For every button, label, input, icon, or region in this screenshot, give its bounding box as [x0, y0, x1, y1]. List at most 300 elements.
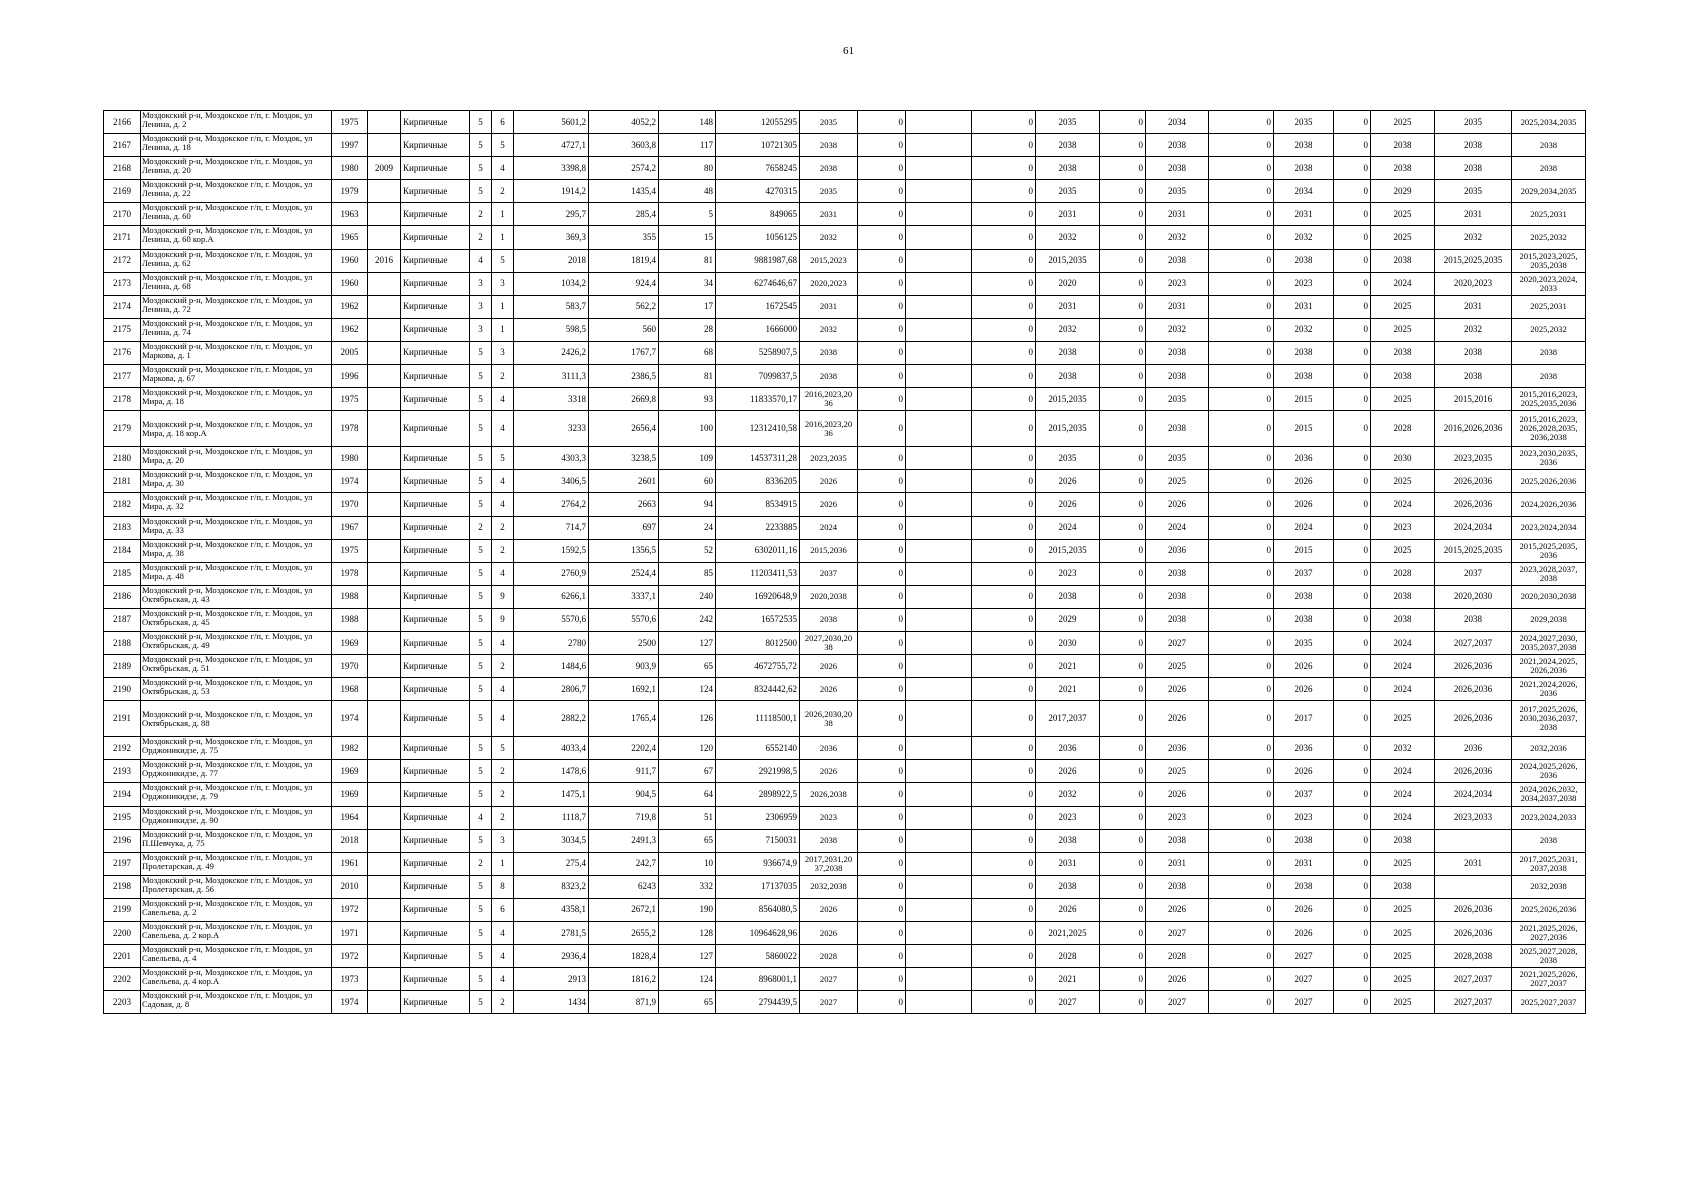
zero-cell: 0	[1209, 318, 1274, 341]
floors-cell: 5	[470, 783, 492, 806]
living-area-cell: 285,4	[589, 203, 659, 226]
table-row	[104, 783, 1586, 806]
residents-cell: 68	[659, 341, 716, 364]
build-year-cell: 1988	[332, 608, 368, 631]
zero-cell: 0	[972, 608, 1036, 631]
zero-cell: 0	[1334, 470, 1371, 493]
repair-year-cell: 2036	[1146, 539, 1209, 562]
repair-years-summary-cell: 2017,2025,2026, 2030,2036,2037, 2038	[1512, 701, 1586, 737]
reconstruction-year-cell	[368, 295, 401, 318]
reconstruction-year-cell: 2016	[368, 249, 401, 272]
build-year-cell: 1975	[332, 388, 368, 411]
zero-cell: 0	[1334, 411, 1371, 447]
zero-cell: 0	[972, 991, 1036, 1014]
repair-year-cell: 2024	[1371, 806, 1435, 829]
repair-year-cell: 2025	[1371, 945, 1435, 968]
repair-year-cell: 2015	[1274, 411, 1334, 447]
floors-cell: 5	[470, 655, 492, 678]
repair-year-cell: 2026,2036	[1435, 678, 1512, 701]
repair-year-cell	[1435, 875, 1512, 898]
floors-cell: 5	[470, 470, 492, 493]
zero-cell: 0	[1334, 783, 1371, 806]
zero-cell: 0	[1209, 447, 1274, 470]
reconstruction-year-cell	[368, 760, 401, 783]
zero-cell: 0	[972, 875, 1036, 898]
zero-cell: 0	[858, 111, 906, 134]
floors-cell: 5	[470, 341, 492, 364]
empty-cell	[906, 111, 972, 134]
floors-cell: 5	[470, 760, 492, 783]
zero-cell: 0	[858, 295, 906, 318]
total-area-cell: 5601,2	[514, 111, 589, 134]
floors-cell: 5	[470, 608, 492, 631]
zero-cell: 0	[1334, 898, 1371, 921]
residents-cell: 240	[659, 585, 716, 608]
row-number: 2166	[104, 111, 141, 134]
repair-year-cell: 2021	[1036, 968, 1100, 991]
table-row	[104, 585, 1586, 608]
table-row	[104, 968, 1586, 991]
repair-year-cell: 2026	[1274, 898, 1334, 921]
row-number: 2168	[104, 157, 141, 180]
zero-cell: 0	[858, 968, 906, 991]
entrances-cell: 4	[492, 470, 514, 493]
floors-cell: 5	[470, 111, 492, 134]
repair-year-cell: 2035	[1146, 447, 1209, 470]
repair-year-cell: 2027	[1146, 631, 1209, 654]
zero-cell: 0	[1100, 272, 1146, 295]
reconstruction-year-cell	[368, 737, 401, 760]
reconstruction-year-cell	[368, 655, 401, 678]
entrances-cell: 3	[492, 272, 514, 295]
table-row	[104, 539, 1586, 562]
repair-year-cell: 2024	[1274, 516, 1334, 539]
repair-year-cell: 2026	[1146, 968, 1209, 991]
zero-cell: 0	[1209, 631, 1274, 654]
floors-cell: 5	[470, 447, 492, 470]
entrances-cell: 5	[492, 447, 514, 470]
cost-cell: 849065	[716, 203, 800, 226]
address-cell: Моздокский р-н, Моздокское г/п, г. Моздок, ул Пролетарская, д. 49	[141, 852, 332, 875]
address-cell: Моздокский р-н, Моздокское г/п, г. Моздок, ул Мира, д. 32	[141, 493, 332, 516]
empty-cell	[906, 447, 972, 470]
zero-cell: 0	[858, 806, 906, 829]
residents-cell: 52	[659, 539, 716, 562]
address-cell: Моздокский р-н, Моздокское г/п, г. Моздок, ул Октябрьская, д. 49	[141, 631, 332, 654]
floors-cell: 5	[470, 134, 492, 157]
repair-year-cell: 2038	[1036, 875, 1100, 898]
table-row	[104, 760, 1586, 783]
build-year-cell: 1970	[332, 493, 368, 516]
empty-cell	[906, 829, 972, 852]
zero-cell: 0	[858, 991, 906, 1014]
zero-cell: 0	[1100, 631, 1146, 654]
repair-year-cell: 2038	[1435, 365, 1512, 388]
residents-cell: 65	[659, 829, 716, 852]
zero-cell: 0	[1100, 852, 1146, 875]
total-area-cell: 3398,8	[514, 157, 589, 180]
repair-year-cell: 2023	[800, 806, 858, 829]
total-area-cell: 2781,5	[514, 922, 589, 945]
zero-cell: 0	[1334, 318, 1371, 341]
repair-year-cell: 2030	[1036, 631, 1100, 654]
row-number: 2194	[104, 783, 141, 806]
entrances-cell: 2	[492, 991, 514, 1014]
zero-cell: 0	[1209, 678, 1274, 701]
zero-cell: 0	[1100, 447, 1146, 470]
repair-year-cell: 2026	[1274, 655, 1334, 678]
repair-years-summary-cell: 2025,2031	[1512, 295, 1586, 318]
build-year-cell: 1973	[332, 968, 368, 991]
repair-year-cell: 2023	[1371, 516, 1435, 539]
table-row	[104, 157, 1586, 180]
build-year-cell: 1968	[332, 678, 368, 701]
residents-cell: 65	[659, 655, 716, 678]
zero-cell: 0	[972, 539, 1036, 562]
zero-cell: 0	[1334, 447, 1371, 470]
row-number: 2186	[104, 585, 141, 608]
zero-cell: 0	[858, 226, 906, 249]
empty-cell	[906, 226, 972, 249]
zero-cell: 0	[1209, 134, 1274, 157]
repair-year-cell: 2036	[1274, 737, 1334, 760]
repair-years-summary-cell: 2021,2024,2025, 2026,2036	[1512, 655, 1586, 678]
repair-years-summary-cell: 2021,2025,2026, 2027,2037	[1512, 968, 1586, 991]
zero-cell: 0	[1100, 203, 1146, 226]
zero-cell: 0	[1334, 875, 1371, 898]
living-area-cell: 903,9	[589, 655, 659, 678]
zero-cell: 0	[972, 470, 1036, 493]
repair-year-cell: 2026,2036	[1435, 655, 1512, 678]
address-cell: Моздокский р-н, Моздокское г/п, г. Моздок, ул Орджоникидзе, д. 90	[141, 806, 332, 829]
repair-year-cell: 2025	[1371, 470, 1435, 493]
repair-year-cell: 2016,2023,20 36	[800, 411, 858, 447]
entrances-cell: 2	[492, 365, 514, 388]
repair-year-cell: 2026	[800, 655, 858, 678]
zero-cell: 0	[972, 203, 1036, 226]
residents-cell: 67	[659, 760, 716, 783]
repair-year-cell: 2038	[800, 341, 858, 364]
table-row	[104, 249, 1586, 272]
repair-year-cell: 2032	[1036, 318, 1100, 341]
repair-years-summary-cell: 2025,2026,2036	[1512, 470, 1586, 493]
entrances-cell: 1	[492, 295, 514, 318]
zero-cell: 0	[1334, 111, 1371, 134]
repair-year-cell: 2025	[1371, 991, 1435, 1014]
zero-cell: 0	[858, 760, 906, 783]
zero-cell: 0	[858, 562, 906, 585]
reconstruction-year-cell	[368, 991, 401, 1014]
living-area-cell: 1828,4	[589, 945, 659, 968]
address-cell: Моздокский р-н, Моздокское г/п, г. Моздок, ул Октябрьская, д. 88	[141, 701, 332, 737]
living-area-cell: 3337,1	[589, 585, 659, 608]
wall-material-cell: Кирпичные	[401, 493, 470, 516]
zero-cell: 0	[858, 516, 906, 539]
repair-year-cell: 2027	[1146, 922, 1209, 945]
build-year-cell: 1962	[332, 295, 368, 318]
total-area-cell: 3406,5	[514, 470, 589, 493]
address-cell: Моздокский р-н, Моздокское г/п, г. Моздок, ул Пролетарская, д. 56	[141, 875, 332, 898]
zero-cell: 0	[1334, 760, 1371, 783]
cost-cell: 11203411,53	[716, 562, 800, 585]
repair-year-cell: 2032	[1146, 226, 1209, 249]
living-area-cell: 697	[589, 516, 659, 539]
zero-cell: 0	[1100, 922, 1146, 945]
repair-year-cell: 2026	[1274, 678, 1334, 701]
total-area-cell: 5570,6	[514, 608, 589, 631]
zero-cell: 0	[858, 737, 906, 760]
zero-cell: 0	[972, 760, 1036, 783]
address-cell: Моздокский р-н, Моздокское г/п, г. Моздок, ул П.Шевчука, д. 75	[141, 829, 332, 852]
address-cell: Моздокский р-н, Моздокское г/п, г. Моздок, ул Ленина, д. 62	[141, 249, 332, 272]
residents-cell: 117	[659, 134, 716, 157]
zero-cell: 0	[858, 365, 906, 388]
cost-cell: 6274646,67	[716, 272, 800, 295]
entrances-cell: 2	[492, 180, 514, 203]
zero-cell: 0	[1334, 157, 1371, 180]
zero-cell: 0	[972, 516, 1036, 539]
repair-year-cell: 2015,2016	[1435, 388, 1512, 411]
cost-cell: 8012500	[716, 631, 800, 654]
table-row	[104, 180, 1586, 203]
empty-cell	[906, 539, 972, 562]
repair-year-cell: 2038	[1274, 134, 1334, 157]
row-number: 2179	[104, 411, 141, 447]
living-area-cell: 1692,1	[589, 678, 659, 701]
living-area-cell: 242,7	[589, 852, 659, 875]
entrances-cell: 4	[492, 411, 514, 447]
repair-year-cell: 2038	[1146, 365, 1209, 388]
zero-cell: 0	[1334, 203, 1371, 226]
empty-cell	[906, 945, 972, 968]
row-number: 2200	[104, 922, 141, 945]
floors-cell: 5	[470, 180, 492, 203]
zero-cell: 0	[1209, 968, 1274, 991]
repair-year-cell: 2038	[1274, 875, 1334, 898]
build-year-cell: 1975	[332, 539, 368, 562]
table-row	[104, 922, 1586, 945]
zero-cell: 0	[858, 411, 906, 447]
zero-cell: 0	[972, 180, 1036, 203]
residents-cell: 65	[659, 991, 716, 1014]
empty-cell	[906, 318, 972, 341]
cost-cell: 936674,9	[716, 852, 800, 875]
repair-years-summary-cell: 2021,2025,2026, 2027,2036	[1512, 922, 1586, 945]
address-cell: Моздокский р-н, Моздокское г/п, г. Моздок, ул Мира, д. 20	[141, 447, 332, 470]
zero-cell: 0	[1100, 388, 1146, 411]
zero-cell: 0	[1209, 829, 1274, 852]
reconstruction-year-cell	[368, 365, 401, 388]
zero-cell: 0	[1209, 470, 1274, 493]
residents-cell: 127	[659, 945, 716, 968]
living-area-cell: 2386,5	[589, 365, 659, 388]
empty-cell	[906, 272, 972, 295]
empty-cell	[906, 631, 972, 654]
living-area-cell: 2655,2	[589, 922, 659, 945]
entrances-cell: 4	[492, 945, 514, 968]
zero-cell: 0	[1209, 991, 1274, 1014]
wall-material-cell: Кирпичные	[401, 922, 470, 945]
zero-cell: 0	[1100, 539, 1146, 562]
wall-material-cell: Кирпичные	[401, 991, 470, 1014]
zero-cell: 0	[1334, 493, 1371, 516]
repair-year-cell: 2038	[1146, 608, 1209, 631]
repair-year-cell: 2038	[1371, 365, 1435, 388]
residents-cell: 80	[659, 157, 716, 180]
table-row	[104, 295, 1586, 318]
build-year-cell: 1967	[332, 516, 368, 539]
address-cell: Моздокский р-н, Моздокское г/п, г. Моздок, ул Ленина, д. 20	[141, 157, 332, 180]
residents-cell: 64	[659, 783, 716, 806]
table-row	[104, 806, 1586, 829]
repair-year-cell: 2037	[1274, 783, 1334, 806]
zero-cell: 0	[1100, 701, 1146, 737]
zero-cell: 0	[972, 365, 1036, 388]
repair-years-summary-cell: 2024,2025,2026, 2036	[1512, 760, 1586, 783]
repair-year-cell: 2016,2026,2036	[1435, 411, 1512, 447]
build-year-cell: 1972	[332, 898, 368, 921]
living-area-cell: 3603,8	[589, 134, 659, 157]
floors-cell: 2	[470, 203, 492, 226]
repair-year-cell: 2038	[1146, 249, 1209, 272]
repair-year-cell: 2038	[1036, 829, 1100, 852]
zero-cell: 0	[1100, 585, 1146, 608]
residents-cell: 60	[659, 470, 716, 493]
empty-cell	[906, 180, 972, 203]
reconstruction-year-cell	[368, 945, 401, 968]
repair-year-cell: 2020,2030	[1435, 585, 1512, 608]
repair-years-summary-cell: 2025,2026,2036	[1512, 898, 1586, 921]
empty-cell	[906, 968, 972, 991]
zero-cell: 0	[1209, 783, 1274, 806]
repair-years-summary-cell: 2023,2028,2037, 2038	[1512, 562, 1586, 585]
cost-cell: 8534915	[716, 493, 800, 516]
zero-cell: 0	[858, 539, 906, 562]
build-year-cell: 1996	[332, 365, 368, 388]
build-year-cell: 2005	[332, 341, 368, 364]
address-cell: Моздокский р-н, Моздокское г/п, г. Моздок, ул Орджоникидзе, д. 75	[141, 737, 332, 760]
repair-year-cell: 2038	[1036, 157, 1100, 180]
address-cell: Моздокский р-н, Моздокское г/п, г. Моздок, ул Садовая, д. 8	[141, 991, 332, 1014]
zero-cell: 0	[858, 203, 906, 226]
zero-cell: 0	[858, 341, 906, 364]
wall-material-cell: Кирпичные	[401, 875, 470, 898]
repair-year-cell: 2015,2035	[1036, 411, 1100, 447]
repair-year-cell: 2025	[1371, 922, 1435, 945]
zero-cell: 0	[858, 608, 906, 631]
total-area-cell: 1484,6	[514, 655, 589, 678]
living-area-cell: 2669,8	[589, 388, 659, 411]
repair-year-cell: 2020,2023	[1435, 272, 1512, 295]
repair-year-cell: 2017,2031,20 37,2038	[800, 852, 858, 875]
repair-year-cell: 2031	[1036, 295, 1100, 318]
zero-cell: 0	[1209, 737, 1274, 760]
zero-cell: 0	[1209, 585, 1274, 608]
zero-cell: 0	[858, 134, 906, 157]
repair-year-cell: 2038	[1146, 411, 1209, 447]
entrances-cell: 2	[492, 516, 514, 539]
table-row	[104, 945, 1586, 968]
repair-years-summary-cell: 2023,2024,2033	[1512, 806, 1586, 829]
wall-material-cell: Кирпичные	[401, 318, 470, 341]
repair-year-cell: 2027,2037	[1435, 631, 1512, 654]
zero-cell: 0	[1334, 968, 1371, 991]
wall-material-cell: Кирпичные	[401, 470, 470, 493]
floors-cell: 5	[470, 411, 492, 447]
row-number: 2190	[104, 678, 141, 701]
zero-cell: 0	[972, 655, 1036, 678]
reconstruction-year-cell	[368, 678, 401, 701]
empty-cell	[906, 341, 972, 364]
living-area-cell: 2500	[589, 631, 659, 654]
reconstruction-year-cell	[368, 968, 401, 991]
row-number: 2197	[104, 852, 141, 875]
zero-cell: 0	[1209, 180, 1274, 203]
zero-cell: 0	[1209, 760, 1274, 783]
address-cell: Моздокский р-н, Моздокское г/п, г. Моздок, ул Маркова, д. 67	[141, 365, 332, 388]
cost-cell: 12055295	[716, 111, 800, 134]
total-area-cell: 1118,7	[514, 806, 589, 829]
repair-years-summary-cell: 2021,2024,2026, 2036	[1512, 678, 1586, 701]
table-row	[104, 655, 1586, 678]
repair-years-summary-cell: 2025,2032	[1512, 318, 1586, 341]
total-area-cell: 3034,5	[514, 829, 589, 852]
repair-year-cell: 2032	[1036, 226, 1100, 249]
repair-year-cell: 2024	[1371, 631, 1435, 654]
zero-cell: 0	[858, 157, 906, 180]
address-cell: Моздокский р-н, Моздокское г/п, г. Моздок, ул Мира, д. 18 кор.А	[141, 411, 332, 447]
living-area-cell: 3238,5	[589, 447, 659, 470]
zero-cell: 0	[858, 631, 906, 654]
wall-material-cell: Кирпичные	[401, 249, 470, 272]
zero-cell: 0	[972, 806, 1036, 829]
zero-cell: 0	[1334, 852, 1371, 875]
table-row	[104, 701, 1586, 737]
repair-year-cell: 2035	[1146, 180, 1209, 203]
residents-cell: 242	[659, 608, 716, 631]
floors-cell: 2	[470, 516, 492, 539]
repair-year-cell: 2038	[1146, 585, 1209, 608]
repair-year-cell: 2038	[1274, 829, 1334, 852]
living-area-cell: 5570,6	[589, 608, 659, 631]
living-area-cell: 911,7	[589, 760, 659, 783]
row-number: 2181	[104, 470, 141, 493]
address-cell: Моздокский р-н, Моздокское г/п, г. Моздок, ул Орджоникидзе, д. 79	[141, 783, 332, 806]
repair-year-cell: 2023,2035	[800, 447, 858, 470]
repair-year-cell: 2032	[1146, 318, 1209, 341]
repair-years-summary-cell: 2029,2038	[1512, 608, 1586, 631]
floors-cell: 5	[470, 539, 492, 562]
row-number: 2173	[104, 272, 141, 295]
living-area-cell: 6243	[589, 875, 659, 898]
repair-year-cell: 2026	[1146, 678, 1209, 701]
zero-cell: 0	[1100, 898, 1146, 921]
total-area-cell: 6266,1	[514, 585, 589, 608]
wall-material-cell: Кирпичные	[401, 655, 470, 678]
wall-material-cell: Кирпичные	[401, 134, 470, 157]
table-row	[104, 898, 1586, 921]
total-area-cell: 1034,2	[514, 272, 589, 295]
repair-year-cell: 2024,2034	[1435, 783, 1512, 806]
zero-cell: 0	[972, 249, 1036, 272]
zero-cell: 0	[1209, 562, 1274, 585]
row-number: 2196	[104, 829, 141, 852]
row-number: 2187	[104, 608, 141, 631]
build-year-cell: 1978	[332, 411, 368, 447]
residents-cell: 24	[659, 516, 716, 539]
address-cell: Моздокский р-н, Моздокское г/п, г. Моздок, ул Савельева, д. 2	[141, 898, 332, 921]
reconstruction-year-cell	[368, 701, 401, 737]
